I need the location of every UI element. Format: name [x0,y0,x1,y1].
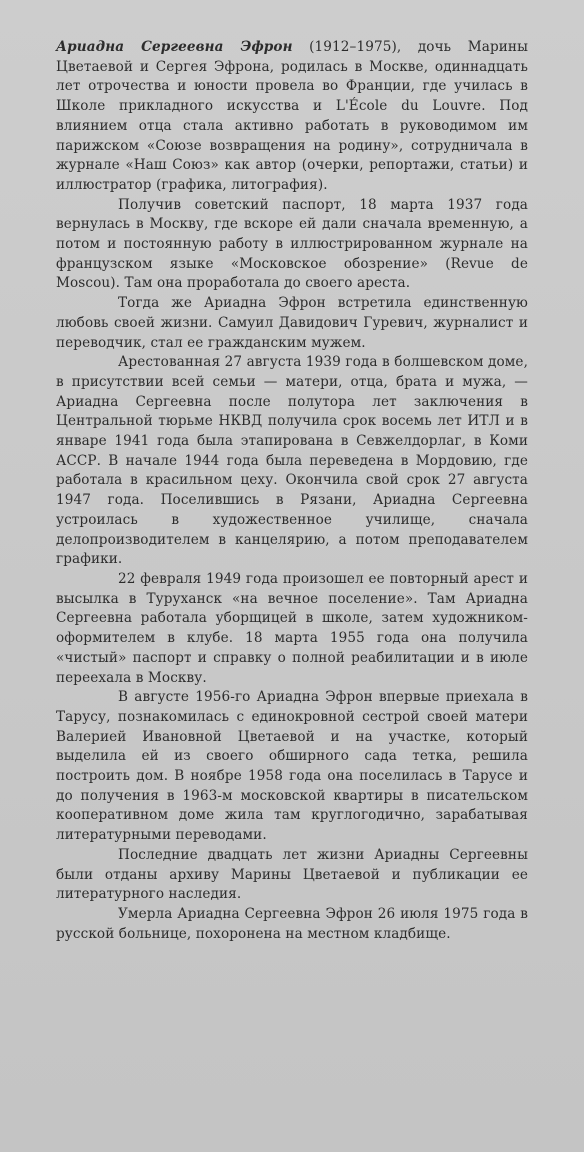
paragraph-text: (1912–1975), дочь Марины Цветаевой и Сергея Эфрона, родилась в Москве, одиннадцать лет отрочества и юности провела во Франции, где училась в Школе прикладного искусства и L'École du Louvre. Под влиянием отца стала активно работать в руководимом им парижском «Союзе возвращения на родину», сотрудничала в журнале «Наш Союз» как автор (очерки, репортажи, статьи) и иллюстратор (графика, литография). [56,39,528,193]
paragraph-death: Умерла Ариадна Сергеевна Эфрон 26 июля 1975 года в русской больнице, похоронена на местном кладбище. [56,905,528,942]
author-name: Ариадна Сергеевна Эфрон [56,39,293,55]
paragraph-arrest: Арестованная 27 августа 1939 года в болшевском доме, в присутствии всей семьи — матери, отца, брата и мужа, — Ариадна Сергеевна после полутора лет заключения в Центральной тюрьме НКВД получила срок восемь лет ИТЛ и в январе 1941 года была этапирована в Севжелдорлаг, в Коми АССР. В начале 1944 года была переведена в Мордовию, где работала в красильном цеху. Окончила свой срок 27 августа 1947 года. Поселившись в Рязани, Ариадна Сергеевна устроилась в художественное училище, сначала делопроизводителем в канцелярию, а потом преподавателем графики. [56,354,528,568]
paragraph-return-to-moscow: Получив советский паспорт, 18 марта 1937 года вернулась в Москву, где вскоре ей дали сначала временную, а потом и постоянную работу в иллюстрированном журнале на французском языке «Московское обозрение» (Revue de Moscou). Там она проработала до своего ареста. [56,196,528,292]
paragraph-second-arrest: 22 февраля 1949 года произошел ее повторный арест и высылка в Туруханск «на вечное поселение». Там Ариадна Сергеевна работала уборщицей в школе, затем художником-оформителем в клубе. 18 марта 1955 года она получила «чистый» паспорт и справку о полной реабилитации и в июле переехала в Москву. [56,570,528,686]
biography-text [56,38,528,944]
paragraph-tarusa: В августе 1956-го Ариадна Эфрон впервые приехала в Тарусу, познакомилась с единокровной сестрой своей матери Валерией Ивановной Цветаевой и на участке, который выделила ей из своего обширного сада тетка, решила построить дом. В ноябре 1958 года она поселилась в Тарусе и до получения в 1963-м московской квартиры в писательском кооперативном доме жила там круглогодично, зарабатывая литературными переводами. [56,689,528,844]
paragraph-husband: Тогда же Ариадна Эфрон встретила единственную любовь своей жизни. Самуил Давидович Гуревич, журналист и переводчик, стал ее гражданским мужем. [56,295,528,351]
paragraph-archive: Последние двадцать лет жизни Ариадны Сергеевны были отданы архиву Марины Цветаевой и публикации ее литературного наследия. [56,846,528,903]
paragraph-intro [56,38,528,196]
